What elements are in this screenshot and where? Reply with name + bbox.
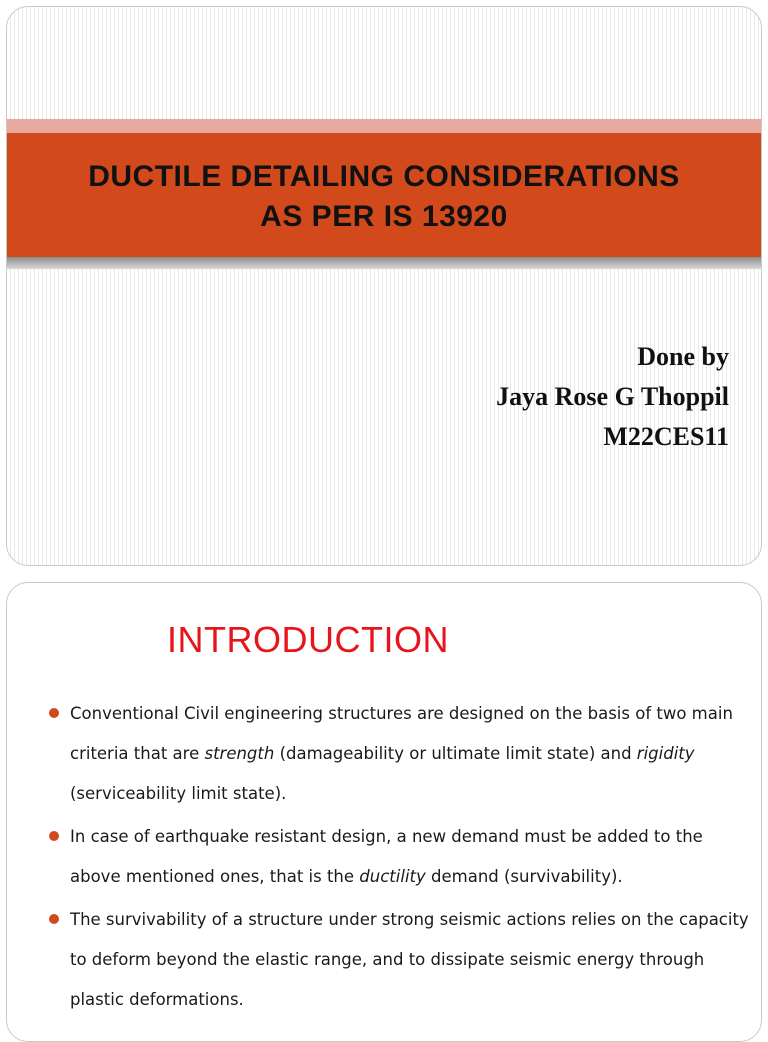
author-id: M22CES11 — [603, 422, 729, 451]
author-credits — [496, 337, 729, 457]
author-name: Jaya Rose G Thoppil — [496, 382, 729, 411]
introduction-heading: INTRODUCTION — [167, 619, 449, 660]
title-band-shadow — [7, 257, 761, 269]
bullet-item — [49, 694, 757, 814]
bullet-dot-icon — [49, 914, 59, 924]
bullet-list — [49, 694, 757, 1023]
bullet-emphasis: strength — [204, 744, 275, 763]
bullet-text: demand (survivability). — [425, 867, 623, 886]
bullet-text: Conventional Civil engineering structures are designed on the basis of two main criteria that are — [70, 704, 733, 763]
bullet-text: In case of earthquake resistant design, a new demand must be added to the above mentioned ones, that is the — [70, 827, 703, 886]
title-accent-bar — [7, 119, 761, 133]
bullet-item — [49, 900, 757, 1020]
bullet-emphasis: ductility — [359, 867, 426, 886]
bullet-emphasis: rigidity — [636, 744, 695, 763]
slide-title — [7, 157, 761, 237]
bullet-dot-icon — [49, 708, 59, 718]
title-slide — [6, 6, 762, 566]
bullet-text: (damageability or ultimate limit state) and — [274, 744, 637, 763]
bullet-text: The survivability of a structure under strong seismic actions relies on the capacity to deform beyond the elastic range, and to dissipate seismic energy through plastic deformations. — [70, 910, 749, 1009]
slide-title-line1: DUCTILE DETAILING CONSIDERATIONS — [88, 160, 680, 193]
slide-title-line2: AS PER IS 13920 — [260, 200, 508, 233]
bullet-item — [49, 817, 757, 897]
bullet-text: (serviceability limit state). — [70, 784, 287, 803]
credits-label: Done by — [637, 342, 729, 371]
bullet-dot-icon — [49, 831, 59, 841]
introduction-slide — [6, 582, 762, 1042]
